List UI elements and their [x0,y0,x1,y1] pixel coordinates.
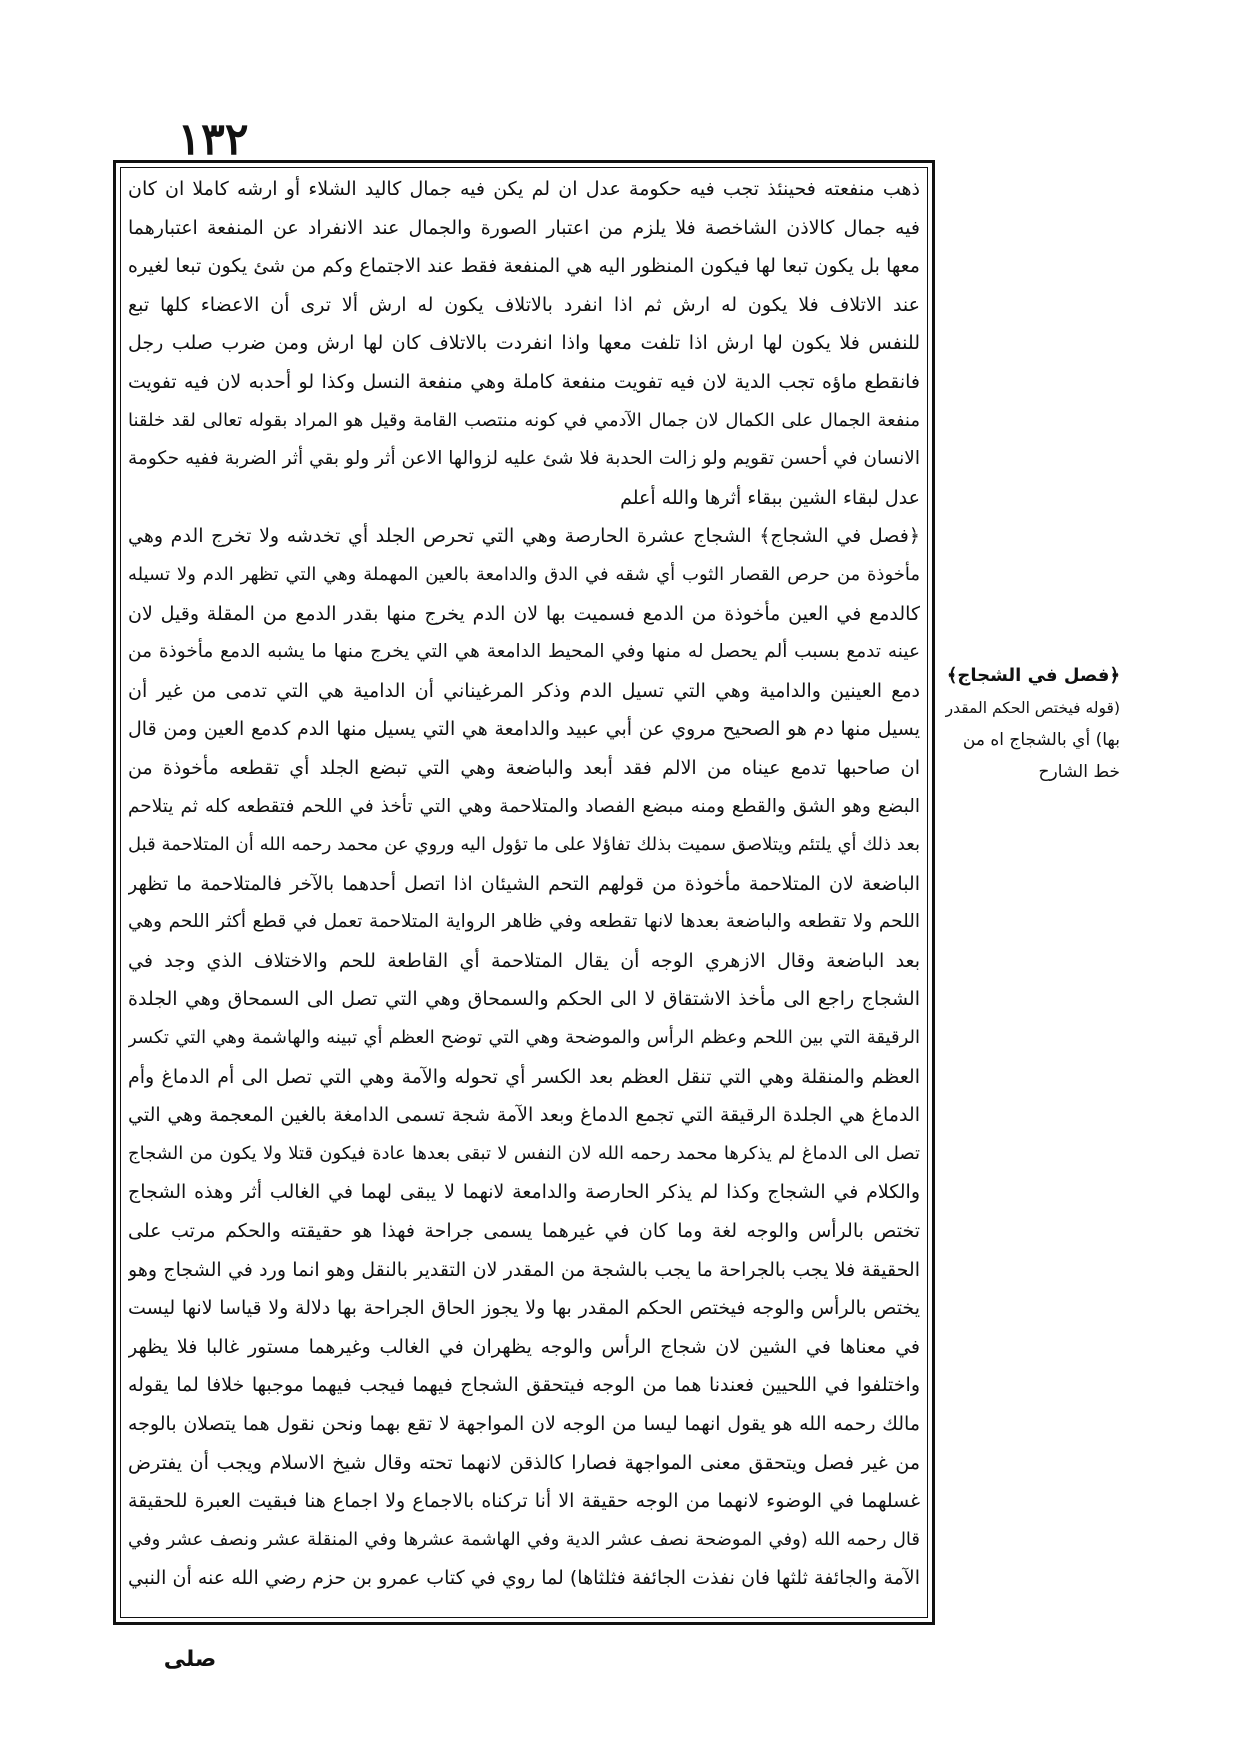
text-line: مأخوذة من حرص القصار الثوب أي شقه في الدق والدامعة بالعين المهملة وهي التي تظهر الدم ولا تسيله [128,563,920,585]
text-line: ان صاحبها تدمع عيناه من الالم فقد أبعد والباضعة وهي التي تبضع الجلد أي تقطعه مأخوذة من [128,756,920,779]
text-line: الدماغ هي الجلدة الرقيقة التي تجمع الدماغ وبعد الآمة شجة تسمى الدامغة بالغين المعجمة وهي التي [128,1104,920,1127]
text-line: ذهب منفعته فحينئذ تجب فيه حكومة عدل ان لم يكن فيه جمال كاليد الشلاء أو ارشه كاملا ان كان [128,178,920,200]
margin-note-line: (قوله فيختص الحكم المقدر [945,699,1120,717]
text-line: واختلفوا في اللحيين فعندنا هما من الوجه فيتحقق الشجاج فيهما فيجب فيهما موجبها خلافا لما يقوله [128,1374,920,1397]
text-line: الانسان في أحسن تقويم ولو زالت الحدبة فلا شئ عليه لزوالها الاعن أثر ولو بقي أثر الضربة ففيه حكومة [128,448,920,470]
text-line: الرقيقة التي بين اللحم وعظم الرأس والموضحة وهي التي توضح العظم أي تبينه والهاشمة وهي التي تكسر [128,1027,920,1049]
text-line: من غير فصل ويتحقق معنى المواجهة فصارا كالذقن لانهما تحته وقال شيخ الاسلام ويجب أن يفترض [128,1451,920,1474]
text-line: العظم والمنقلة وهي التي تنقل العظم بعد الكسر أي تحوله والآمة وهي التي تصل الى أم الدماغ وأم [128,1065,920,1088]
page-number: ١٣٢ [177,114,249,165]
margin-note-heading: ﴿فصل في الشجاج﴾ [946,665,1120,686]
text-line: قال رحمه الله (وفي الموضحة نصف عشر الدية وفي الهاشمة عشرها وفي المنقلة عشر ونصف عشر وفي [128,1528,920,1550]
text-line: البضع وهو الشق والقطع ومنه مبضع الفصاد والمتلاحمة وهي التي تأخذ في اللحم فتقطعه كله ثم يتلاحم [128,795,920,817]
text-line: الآمة والجائفة ثلثها فان نفذت الجائفة فثلثاها) لما روي في كتاب عمرو بن حزم رضي الله عنه أن النبي [128,1567,920,1590]
margin-note-line: بها) أي بالشجاج اه من [962,730,1120,750]
text-line: دمع العينين والدامية وهي التي تسيل الدم وذكر المرغيناني أن الدامية هي التي تدمى من غير أن [128,679,920,702]
text-line: منفعة الجمال على الكمال لان جمال الآدمي في كونه منتصب القامة وقيل هو المراد بقوله تعالى لقد خلقنا [128,409,920,431]
text-line: الشجاج راجع الى مأخذ الاشتقاق لا الى الحكم والسمحاق وهي التي تصل الى السمحاق وهي الجلدة [128,988,920,1011]
text-line: عينه تدمع بسبب ألم يحصل له منها وفي المحيط الدامعة هي التي يخرج منها ما يشبه الدمع مأخوذة من [128,641,920,663]
text-line: الباضعة لان المتلاحمة مأخوذة من قولهم التحم الشيئان اذا اتصل أحدهما بالآخر فالمتلاحمة ما تظهر [128,872,920,895]
text-line: الحقيقة فلا يجب بالجراحة ما يجب بالشجة من المقدر لان التقدير بالنقل وهو انما ورد في الشجاج وهو [128,1258,920,1281]
text-line: فيه جمال كالاذن الشاخصة فلا يلزم من اعتبار الصورة والجمال عند الانفراد عن المنفعة اعتبارهما [128,216,920,239]
main-text-block [128,170,920,1610]
text-line: معها بل يكون تبعا لها فيكون المنظور اليه هي المنفعة فقط عند الاجتماع وكم من شئ يكون تبعا لغيره [128,255,920,278]
text-line: والكلام في الشجاج وكذا لم يذكر الحارصة والدامعة لانهما لا يبقى لهما في الغالب أثر وهذه الشجاج [128,1181,920,1204]
text-line: فانقطع ماؤه تجب الدية لان فيه تفويت منفعة كاملة وهي منفعة النسل وكذا لو أحدبه لان فيه تفويت [128,370,920,393]
text-line: عند الاتلاف فلا يكون له ارش ثم اذا انفرد بالاتلاف يكون له ارش ألا ترى أن الاعضاء كلها تبع [128,293,920,316]
text-line: بعد الباضعة وقال الازهري الوجه أن يقال المتلاحمة أي القاطعة للحم والاختلاف الذي وجد في [128,949,920,972]
text-line: غسلهما في الوضوء لانهما من الوجه حقيقة الا أنا تركناه بالاجماع ولا اجماع هنا فبقيت العبرة للحقيقة [128,1490,920,1513]
text-line: مالك رحمه الله هو يقول انهما ليسا من الوجه لان المواجهة لا تقع بهما ونحن نقول هما يتصلان بالوجه [128,1413,920,1435]
text-line: ﴿فصل في الشجاج﴾ الشجاج عشرة الحارصة وهي التي تحرص الجلد أي تخدشه ولا تخرج الدم وهي [128,525,920,548]
text-line: بعد ذلك أي يلتئم ويتلاصق سميت بذلك تفاؤلا على ما تؤول اليه وروي عن محمد رحمه الله أن المتلاحمة قبل [128,834,920,856]
margin-note-line: خط الشارح [1038,762,1120,782]
text-line: عدل لبقاء الشين ببقاء أثرها والله أعلم [620,486,920,509]
text-line: في معناها في الشين لان شجاج الرأس والوجه يظهران في الغالب وغيرهما مستور غالبا فلا يظهر [128,1335,920,1358]
text-line: يسيل منها دم هو الصحيح مروي عن أبي عبيد والدامعة هي التي يسيل منها الدم كدمع العين ومن قال [128,718,920,741]
text-line: كالدمع في العين مأخوذة من الدمع فسميت بها لان الدم يخرج منها بقدر الدمع من المقلة وقيل لان [128,602,920,625]
text-line: اللحم ولا تقطعه والباضعة بعدها لانها تقطعه وفي ظاهر الرواية المتلاحمة تعمل في قطع أكثر اللحم وهي [128,911,920,933]
text-line: للنفس فلا يكون لها ارش اذا تلفت معها واذا انفردت بالاتلاف كان لها ارش ومن ضرب صلب رجل [128,332,920,355]
text-line: تصل الى الدماغ لم يذكرها محمد رحمه الله لان النفس لا تبقى بعدها عادة فيكون قتلا ولا يكون من الشجاج [128,1142,920,1164]
catchword: صلى [163,1647,217,1672]
text-line: تختص بالرأس والوجه لغة وما كان في غيرهما يسمى جراحة فهذا هو حقيقته والحكم مرتب على [128,1220,920,1243]
text-line: يختص بالرأس والوجه فيختص الحكم المقدر بها ولا يجوز الحاق الجراحة بها دلالة ولا قياسا لانها ليست [128,1297,920,1320]
margin-note [942,660,1120,810]
